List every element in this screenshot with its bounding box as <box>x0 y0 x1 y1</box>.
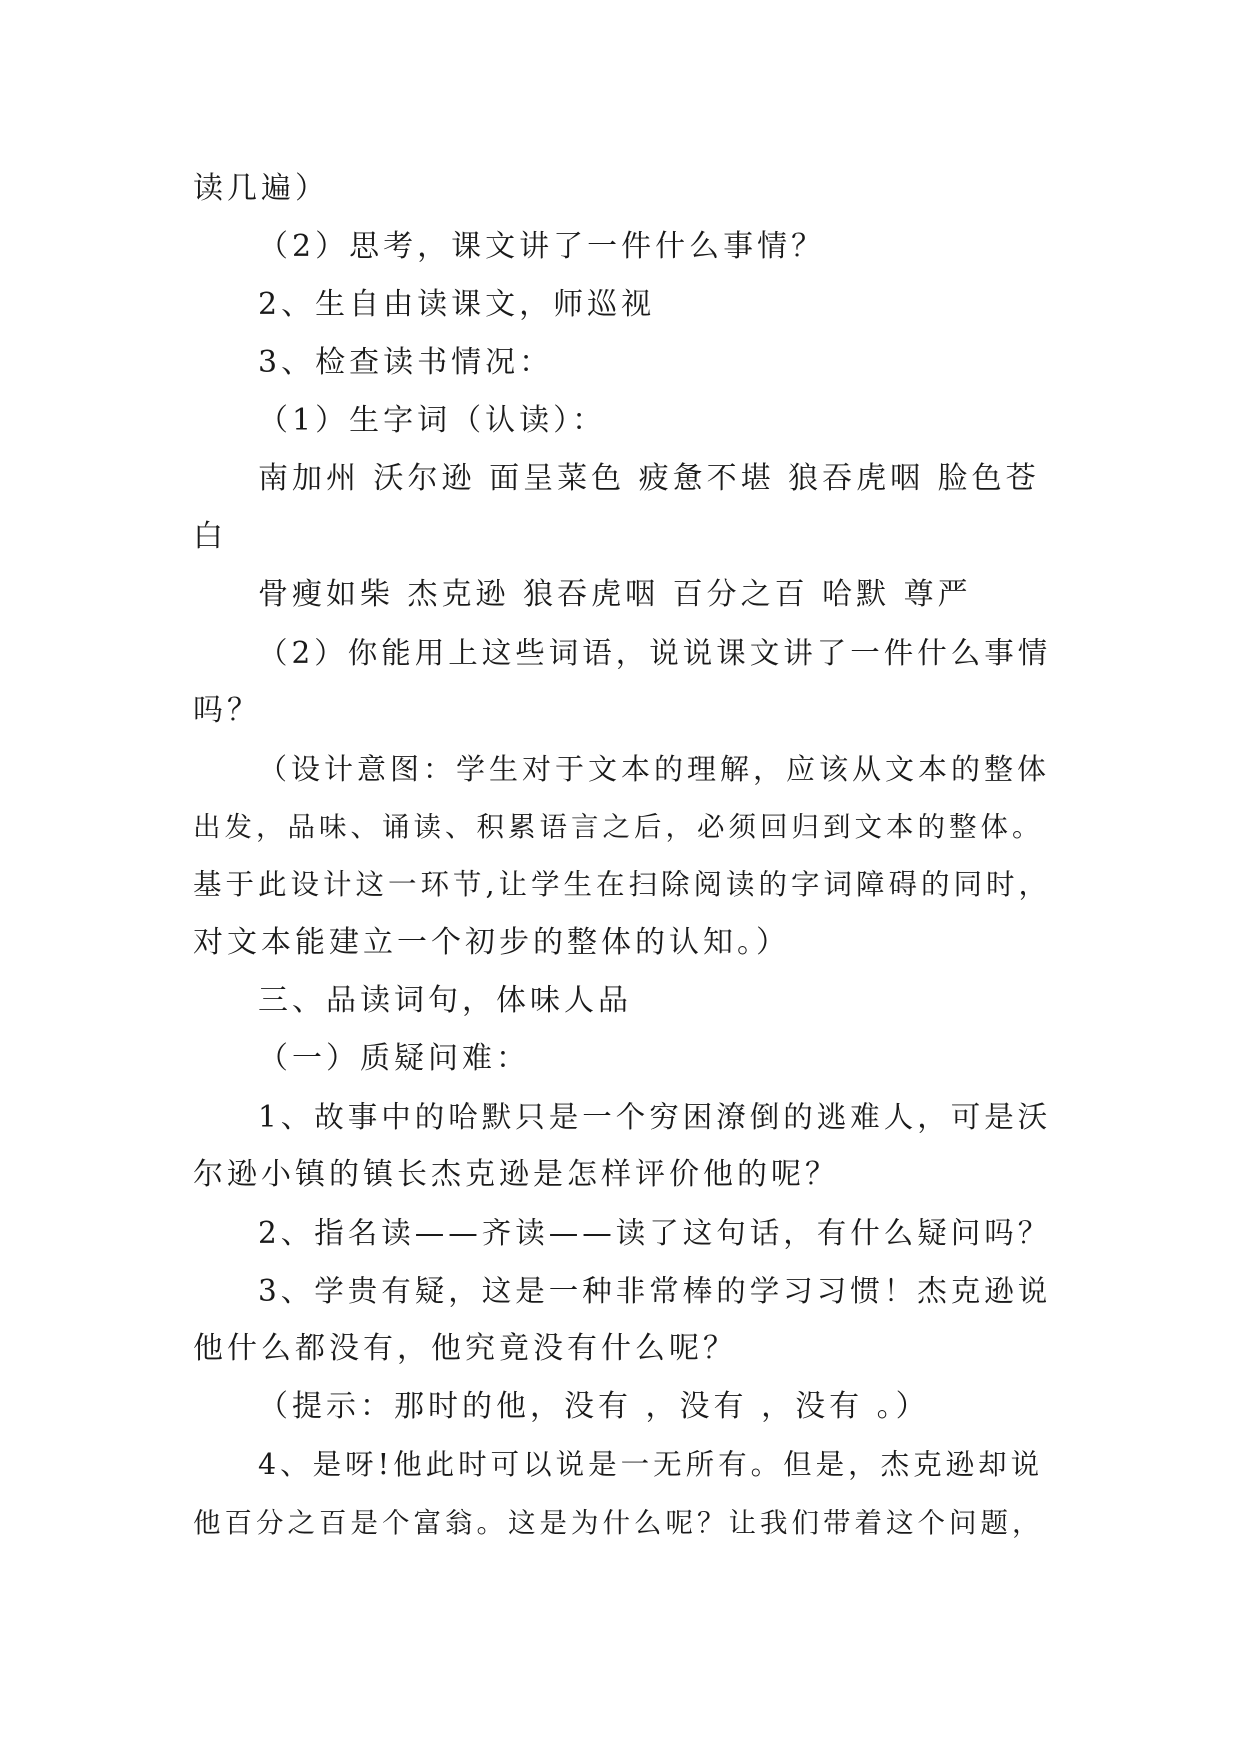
text-line: （一）质疑问难： <box>258 1041 530 1076</box>
text-line: 他百分之百是个富翁。这是为什么呢？让我们带着这个问题， <box>193 1507 1044 1539</box>
text-line: 他什么都没有，他究竟没有什么呢？ <box>193 1331 737 1366</box>
document-body <box>193 160 1053 1552</box>
text-line: （1）生字词（认读）： <box>258 403 607 438</box>
text-line: （2）思考，课文讲了一件什么事情？ <box>258 229 826 264</box>
text-line: 基于此设计这一环节,让学生在扫除阅读的字词障碍的同时， <box>193 868 1052 901</box>
text-line: 出发，品味、诵读、积累语言之后，必须回归到文本的整体。 <box>193 811 1044 843</box>
text-line: 对文本能建立一个初步的整体的认知。） <box>193 925 790 960</box>
text-line: 4、是呀!他此时可以说是一无所有。但是，杰克逊却说 <box>258 1448 1044 1481</box>
text-line: 1、故事中的哈默只是一个穷困潦倒的逃难人，可是沃 <box>258 1100 1052 1134</box>
text-line: 2、生自由读课文，师巡视 <box>258 287 656 322</box>
text-line: （提示：那时的他，没有 ，没有 ，没有 。） <box>258 1389 930 1424</box>
text-line: 白 <box>193 519 227 554</box>
text-line: 3、学贵有疑，这是一种非常棒的学习习惯！杰克逊说 <box>258 1274 1052 1308</box>
text-line: 三、品读词句，体味人品 <box>258 983 632 1018</box>
text-line: 骨瘦如柴 杰克逊 狼吞虎咽 百分之百 哈默 尊严 <box>258 577 972 612</box>
text-line: 南加州 沃尔逊 面呈菜色 疲惫不堪 狼吞虎咽 脸色苍 <box>258 461 1040 496</box>
text-line: 2、指名读——齐读——读了这句话，有什么疑问吗？ <box>258 1216 1052 1250</box>
text-line: （设计意图：学生对于文本的理解，应该从文本的整体 <box>258 752 1051 786</box>
text-line: 吗？ <box>193 693 261 728</box>
text-line: 读几遍） <box>193 171 329 206</box>
text-line: 3、检查读书情况： <box>258 345 554 380</box>
text-line: 尔逊小镇的镇长杰克逊是怎样评价他的呢？ <box>193 1157 839 1192</box>
text-line: （2）你能用上这些词语，说说课文讲了一件什么事情 <box>258 636 1052 670</box>
